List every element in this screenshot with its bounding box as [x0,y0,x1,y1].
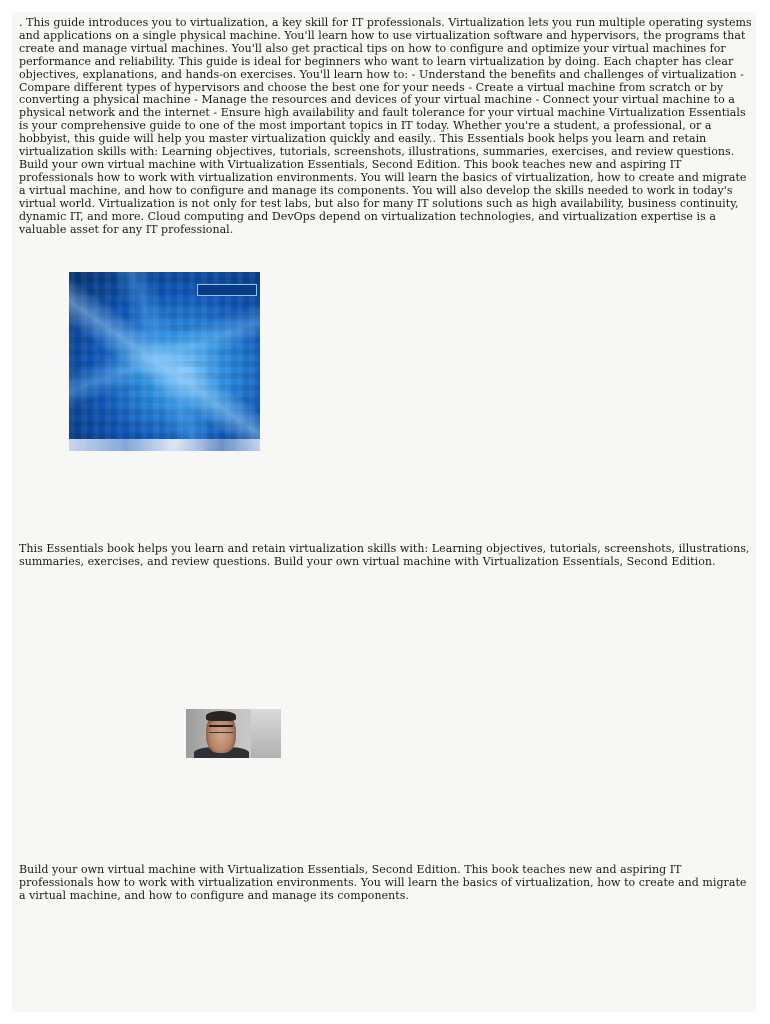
cover-publisher-badge [197,284,257,296]
book-cover-image [69,272,260,451]
intro-paragraph: . This guide introduces you to virtualization, a key skill for IT professionals. Virtualization lets you run multiple operating systems and applications on a single physical machine. You'll learn how to use virtualization software and hypervisors, the programs that create and manage virtual machines. You'll also get practical tips on how to configure and optimize your virtual machines for performance and reliability. This guide is ideal for beginners who want to learn virtualization by doing. Each chapter has clear objectives, explanations, and hands-on exercises. You'll learn how to: - Understand the benefits and challenges of virtualization - Compare different types of hypervisors and choose the best one for your needs - Create a virtual machine from scratch or by converting a physical machine - Manage the resources and devices of your virtual machine - Connect your virtual machine to a physical network and the internet - Ensure high availability and fault tolerance for your virtual machine Virtualization Essentials is your comprehensive guide to one of the most important topics in IT today. Whether you're a student, a professional, or a hobbyist, this guide will help you master virtualization quickly and easily.. This Essentials book helps you learn and retain virtualization skills with: Learning objectives, tutorials, screenshots, illustrations, summaries, exercises, and review questions. Build your own virtual machine with Virtualization Essentials, Second Edition. This book teaches new and aspiring IT professionals how to work with virtualization environments. You will learn the basics of virtualization, how to create and migrate a virtual machine, and how to configure and manage its components. You will also develop the skills needed to work in today's virtual world. Virtualization is not only for test labs, but also for many IT solutions such as high availability, business continuity, dynamic IT, and more. Cloud computing and DevOps depend on virtualization technologies, and virtualization expertise is a valuable asset for any IT professional. [19,16,752,236]
cover-title-band [69,439,260,451]
document-page [12,12,756,1012]
build-paragraph: Build your own virtual machine with Virtualization Essentials, Second Edition. This book teaches new and aspiring IT professionals how to work with virtualization environments. You will learn the basics of virtualization, how to create and migrate a virtual machine, and how to configure and manage its components. [19,863,747,902]
essentials-paragraph: This Essentials book helps you learn and retain virtualization skills with: Learning objectives, tutorials, screenshots, illustrations, summaries, exercises, and review questions. Build your own virtual machine with Virtualization Essentials, Second Edition. [19,542,750,568]
photo-glasses [209,725,233,733]
cover-artwork [69,272,260,451]
photo-hair [206,711,236,721]
photo-background [251,709,281,758]
author-photo-image [186,709,281,758]
